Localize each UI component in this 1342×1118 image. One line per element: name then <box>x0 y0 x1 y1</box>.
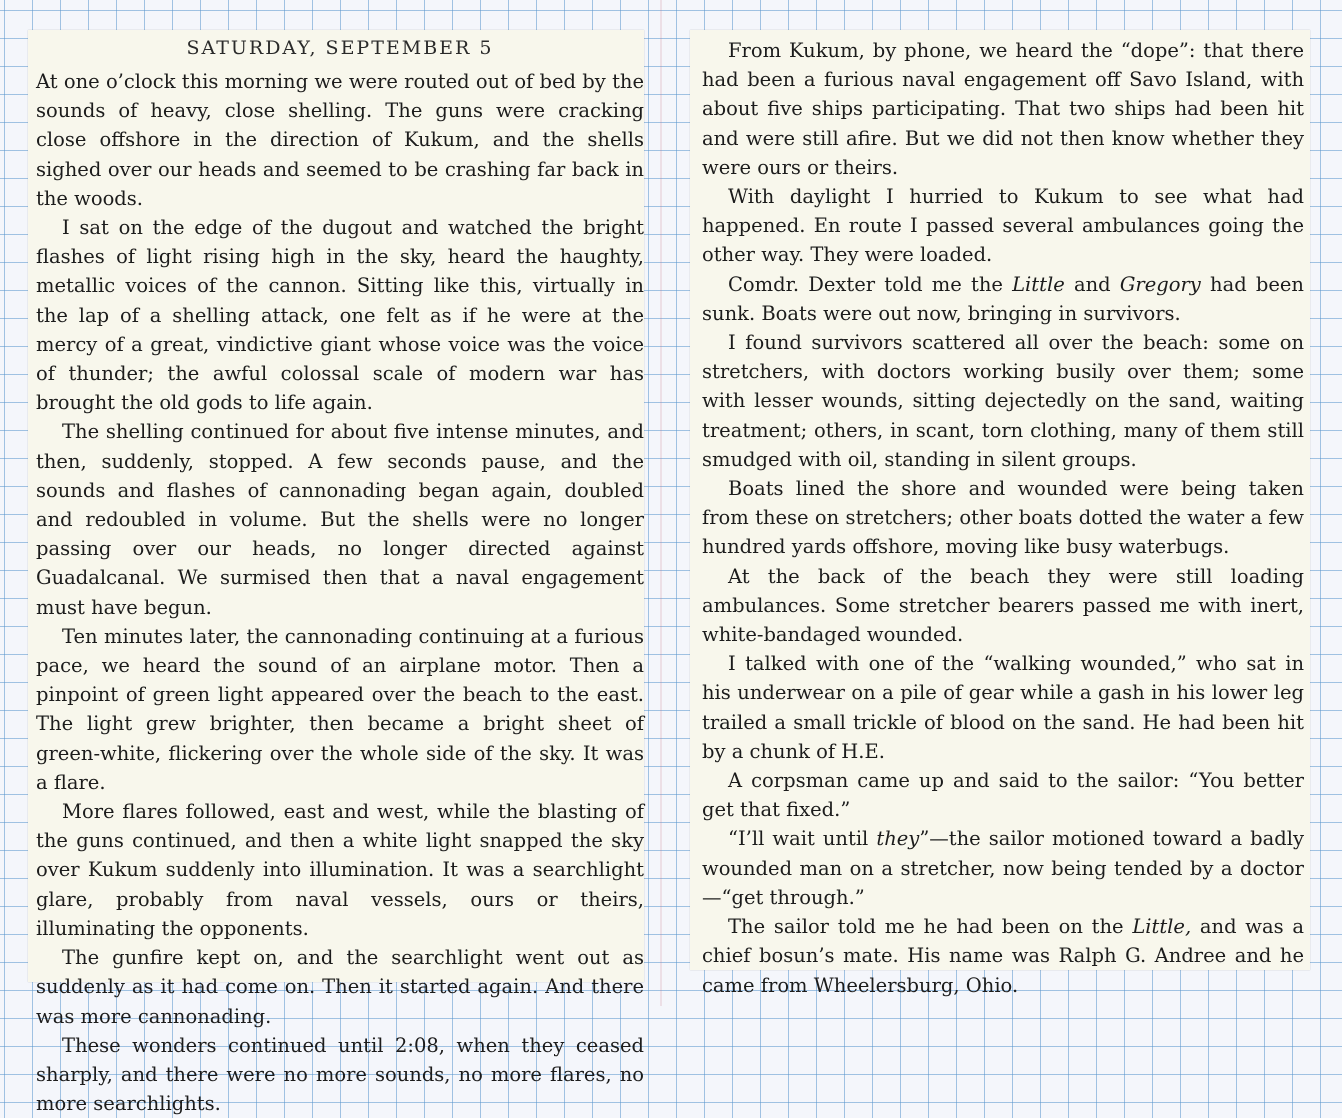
right-paragraph-10-text-b: and was a chief bosun’s mate. His name was Ralph G. Andree and he came from Wheelersburg, Ohio. <box>702 915 1304 997</box>
right-paragraph-9-text-b: ”—the sailor motioned toward a badly wounded man on a stretcher, now being tended by a doctor—“get through.” <box>702 827 1304 909</box>
right-paragraph-6: At the back of the beach they were still loading ambulances. Some stretcher bearers passed me with inert, white-bandaged wounded. <box>702 564 1304 647</box>
margin-line <box>660 0 662 1006</box>
ship-name-little-2: Little, <box>1132 915 1192 939</box>
right-paragraph-8: A corpsman came up and said to the sailor: “You better get that fixed.” <box>702 769 1304 822</box>
right-paragraph-10-text-a: The sailor told me he had been on the <box>728 915 1133 939</box>
left-paragraph-1: At one o’clock this morning we were routed out of bed by the sounds of heavy, close shelling. The guns were cracking close offshore in the direction of Kukum, and the shells sighed over our heads and seemed to be crashing far back in the woods. <box>36 70 644 210</box>
right-paragraph-4: I found survivors scattered all over the beach: some on stretchers, with doctors working busily over them; some with lesser wounds, sitting dejectedly on the sand, waiting treatment; others, in scant, torn clothing, many of them still smudged with oil, standing in silent groups. <box>702 331 1304 471</box>
left-paragraph-6: The gunfire kept on, and the searchlight went out as suddenly as it had come on. Then it started again. And there was more cannonading. <box>36 946 644 1028</box>
right-paragraph-10 <box>702 912 1304 1000</box>
right-paragraph-3-text-c: had been sunk. Boats were out now, bringing in survivors. <box>702 272 1304 325</box>
left-paragraph-4: Ten minutes later, the cannonading continuing at a furious pace, we heard the sound of an airplane motor. Then a pinpoint of green light appeared over the beach to the east. The light grew brighter, then became a bright sheet of green-white, flickering over the whole side of the sky. It was a flare. <box>36 624 644 794</box>
right-clipping <box>690 30 1310 997</box>
left-clipping <box>28 30 644 1116</box>
emphasis-they: they <box>876 827 920 851</box>
right-paragraph-9 <box>702 824 1304 912</box>
left-paragraph-2: I sat on the edge of the dugout and watched the bright flashes of light rising high in the sky, heard the haughty, metallic voices of the cannon. Sitting like this, virtually in the lap of a shelling attack, one felt as if he were at the mercy of a great, vindictive giant whose voice was the voice of thunder; the awful colossal scale of modern war has brought the old gods to life again. <box>36 216 644 415</box>
right-paragraph-1: From Kukum, by phone, we heard the “dope”: that there had been a furious naval engagement off Savo Island, with about five ships participating. That two ships had been hit and were still afire. But we did not then know whether they were ours or theirs. <box>702 39 1304 179</box>
right-paragraph-3 <box>702 270 1304 328</box>
right-paragraph-2: With daylight I hurried to Kukum to see what had happened. En route I passed several ambulances going the other way. They were loaded. <box>702 185 1304 267</box>
right-paragraph-7: I talked with one of the “walking wounded,” who sat in his underwear on a pile of gear while a gash in his lower leg trailed a small trickle of blood on the sand. He had been hit by a chunk of H.E. <box>702 652 1304 763</box>
left-paragraph-7: These wonders continued until 2:08, when they ceased sharply, and there were no more sounds, no more flares, no more searchlights. <box>36 1033 644 1116</box>
right-paragraph-9-text-a: “I’ll wait until <box>728 827 877 851</box>
right-paragraph-5: Boats lined the shore and wounded were being taken from these on stretchers; other boats dotted the water a few hundred yards offshore, moving like busy waterbugs. <box>702 477 1304 559</box>
left-paragraph-3: The shelling continued for about five intense minutes, and then, suddenly, stopped. A few seconds pause, and the sounds and flashes of cannonading began again, doubled and redoubled in volume. But the shells were no longer passing over our heads, no longer directed against Guadalcanal. We surmised then that a naval engagement must have begun. <box>36 420 644 619</box>
left-paragraph-5: More flares followed, east and west, while the blasting of the guns continued, and then a white light snapped the sky over Kukum suddenly into illumination. It was a searchlight glare, probably from naval vessels, ours or theirs, illuminating the opponents. <box>36 800 644 940</box>
ship-name-little: Little <box>1012 272 1065 296</box>
date-heading: SATURDAY, SEPTEMBER 5 <box>186 37 494 59</box>
right-paragraph-3-text-b: and <box>1064 272 1120 296</box>
ship-name-gregory: Gregory <box>1119 272 1201 296</box>
right-paragraph-3-text-a: Comdr. Dexter told me the <box>728 272 1013 296</box>
